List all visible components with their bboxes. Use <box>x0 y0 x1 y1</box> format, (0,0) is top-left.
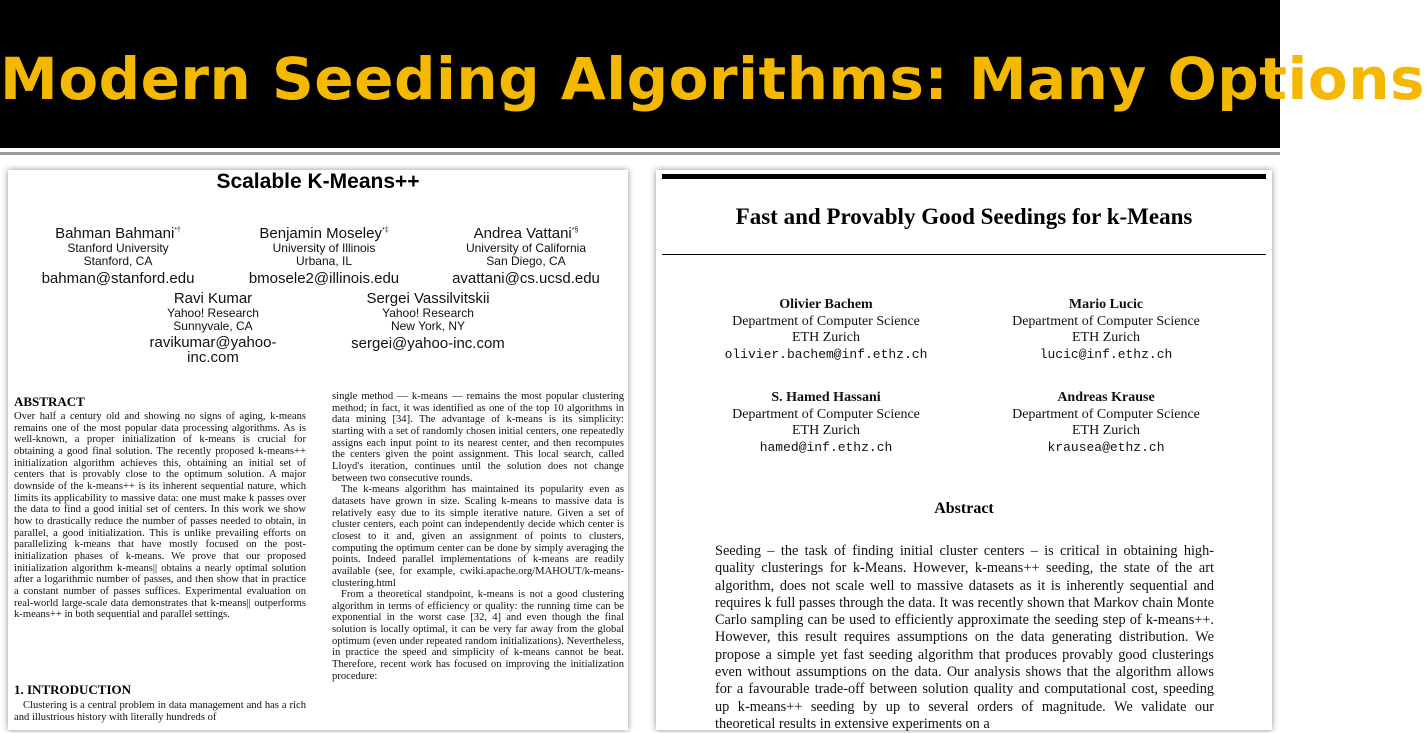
author-email: bmosele2@illinois.edu <box>248 270 400 287</box>
author-email: krausea@ethz.ch <box>1047 439 1165 455</box>
author-institution: ETH Zurich <box>1071 330 1141 345</box>
author-block <box>224 222 424 288</box>
author-block <box>18 222 218 288</box>
author-location: Sunnyvale, CA <box>173 319 253 333</box>
author-affiliation: Stanford University <box>67 241 169 255</box>
author-footnote-mark: *§ <box>571 227 579 234</box>
author-department: Department of Computer Science <box>732 313 920 329</box>
author-location: San Diego, CA <box>486 254 566 268</box>
author-affiliation: University of Illinois <box>272 241 376 255</box>
slide-title: Modern Seeding Algorithms: Many Options <box>0 45 1425 113</box>
abstract-text: Over half a century old and showing no signs of aging, k-means remains one of the most popular data processing algorithms. As is well-known, a proper initialization of k-means is crucial for obtaining a good final solution. The recently proposed k-means++ initialization algorithm achieves this, obtaining an initial set of centers that is provably close to the optimum solution. A major downside of the k-means++ is its inherent sequential nature, which limits its applicability to massive data: one must make k passes over the data to find a good initial set of centers. In this work we show how to drastically reduce the number of passes needed to obtain, in parallel, a good initialization. This is unlike prevailing efforts on parallelizing k-means that have mostly focused on the post-initialization phases of k-means. We prove that our proposed initialization algorithm k-means|| obtains a nearly optimal solution after a logarithmic number of passes, and then show that in practice a constant number of passes suffices. Experimental evaluation on real-world large-scale data demonstrates that k-means|| outperforms k-means++ in both sequential and parallel settings. <box>14 411 306 621</box>
author-location: Urbana, IL <box>295 254 353 268</box>
body-column-right <box>332 391 624 682</box>
author-name: Mario Lucic <box>1068 297 1144 312</box>
paper-fast-seedings <box>656 170 1272 730</box>
author-block <box>986 390 1226 456</box>
author-block <box>428 222 624 288</box>
body-paragraph: From a theoretical standpoint, k-means is not a good clustering algorithm in terms of efficiency or quality: the running time can be exponential in the worst case [32, 4] and even though the final solution is locally optimal, it can be very far away from the global optimum (even under repeated random initializations). Nevertheless, in practice the speed and simplicity of k-means cannot be beat. Therefore, recent work has focused on improving the initialization procedure: <box>332 589 624 682</box>
author-block <box>328 290 528 353</box>
author-name: S. Hamed Hassani <box>771 390 881 405</box>
author-department: Department of Computer Science <box>732 406 920 422</box>
author-name: Andrea Vattani <box>473 225 572 242</box>
author-block <box>706 297 946 363</box>
author-name: Bahman Bahmani <box>55 225 175 242</box>
title-divider <box>0 152 1280 155</box>
author-location: Stanford, CA <box>83 254 153 268</box>
author-footnote-mark: *‡ <box>381 227 389 234</box>
abstract-heading: Abstract <box>934 500 994 517</box>
abstract-column <box>14 411 306 621</box>
author-institution: ETH Zurich <box>791 330 861 345</box>
paper-title: Fast and Provably Good Seedings for k-Means <box>735 204 1193 229</box>
author-name: Sergei Vassilvitskii <box>366 290 490 307</box>
paper-title-rule <box>662 254 1266 255</box>
paper-scalable-kmeans <box>8 170 628 730</box>
author-affiliation: Yahoo! Research <box>167 306 259 320</box>
author-institution: ETH Zurich <box>791 423 861 438</box>
body-paragraph: single method — k-means — remains the most popular clustering method; in fact, it was identified as one of the top 10 algorithms in data mining [34]. The advantage of k-means is its simplicity: starting with a set of randomly chosen initial centers, one repeatedly assigns each input point to its nearest center, and then recomputes the centers given the point assignment. This local search, called Lloyd's iteration, continues until the solution does not change between two consecutive rounds. <box>332 391 624 484</box>
abstract-text: Seeding – the task of finding initial cluster centers – is critical in obtaining high-quality clusterings for k-Means. However, k-means++ seeding, the state of the art algorithm, does not scale well to massive datasets as it is inherently sequential and requires k full passes through the data. It was recently shown that Markov chain Monte Carlo sampling can be used to efficiently approximate the seeding step of k-means++. However, this result requires assumptions on the data generating distribution. We propose a simple yet fast seeding algorithm that produces provably good clusterings even without assumptions on the data. Our analysis shows that the algorithm allows for a favourable trade-off between solution quality and computational cost, speeding up k-means++ seeding by up to several orders of magnitude. We validate our theoretical results in extensive experiments on a <box>715 543 1214 732</box>
author-footnote-mark: *† <box>174 227 181 234</box>
author-email: hamed@inf.ethz.ch <box>759 439 893 455</box>
paper-top-rule <box>662 174 1266 179</box>
author-name: Benjamin Moseley <box>259 225 382 242</box>
author-block <box>148 290 278 365</box>
author-email: sergei@yahoo-inc.com <box>351 335 505 352</box>
author-affiliation: University of California <box>465 241 587 255</box>
paper-title: Scalable K-Means++ <box>216 170 420 193</box>
author-department: Department of Computer Science <box>1012 313 1200 329</box>
author-email: avattani@cs.ucsd.edu <box>452 270 600 287</box>
author-name: Ravi Kumar <box>173 290 253 307</box>
author-block <box>986 297 1226 363</box>
author-email: lucic@inf.ethz.ch <box>1039 346 1173 362</box>
author-institution: ETH Zurich <box>1071 423 1141 438</box>
author-affiliation: Yahoo! Research <box>382 306 474 320</box>
body-paragraph: The k-means algorithm has maintained its popularity even as datasets have grown in size. Scaling k-means to massive data is relatively easy due to its simple iterative nature. Given a set of cluster centers, each point can independently decide which center is closest to it and, given an assignment of points to clusters, computing the optimum center can be done by simply averaging the points. Indeed parallel implementations of k-means are readily available (see, for example, cwiki.apache.org/MAHOUT/k-means-clustering.html <box>332 484 624 589</box>
author-name: Olivier Bachem <box>779 297 873 312</box>
author-email: ravikumar@yahoo-inc.com <box>149 334 277 366</box>
author-department: Department of Computer Science <box>1012 406 1200 422</box>
introduction-heading: 1. INTRODUCTION <box>14 682 132 697</box>
introduction-text: Clustering is a central problem in data management and has a rich and illustrious history with literally hundreds of <box>14 700 306 723</box>
abstract-heading: ABSTRACT <box>14 394 85 409</box>
author-email: bahman@stanford.edu <box>41 270 195 287</box>
author-name: Andreas Krause <box>1057 390 1155 405</box>
introduction-column <box>14 700 306 723</box>
author-block <box>706 390 946 456</box>
author-location: New York, NY <box>390 319 466 333</box>
author-email: olivier.bachem@inf.ethz.ch <box>724 346 928 362</box>
